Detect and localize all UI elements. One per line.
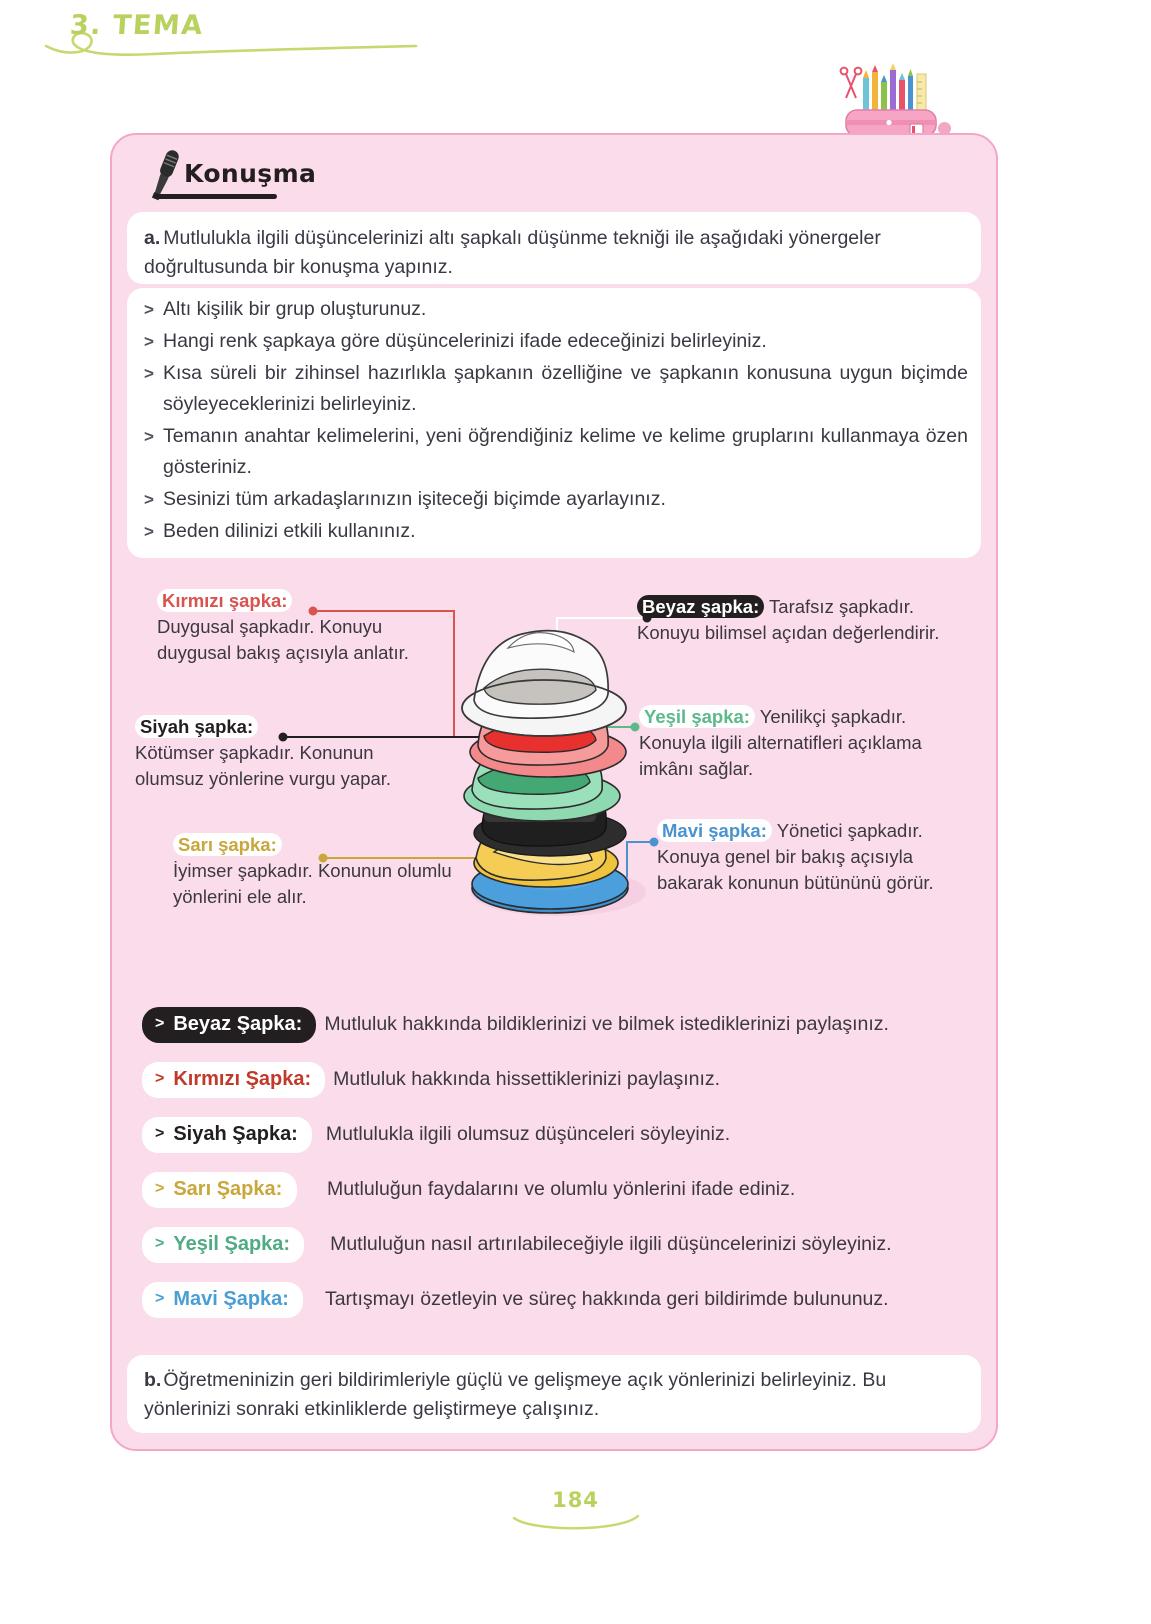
hat-steps-list <box>142 997 982 1327</box>
task-a-paragraph <box>144 224 972 282</box>
task-a-text: Mutlulukla ilgili düşüncelerinizi altı şapkalı düşünme tekniği ile aşağıdaki yönergeler doğrultusunda bir konuşma yapınız. <box>144 227 881 278</box>
step-label-text: Sarı Şapka: <box>173 1177 283 1200</box>
list-item <box>142 1052 982 1107</box>
callout-mavi-sapka <box>657 818 977 896</box>
callout-mavi-label: Mavi şapka: <box>657 819 772 842</box>
list-item <box>142 1107 982 1162</box>
step-label-yesil <box>142 1227 304 1263</box>
callout-beyaz-text: Tarafsız şapkadır. Konuyu bilimsel açıdan değerlendirir. <box>637 596 940 643</box>
list-item <box>144 421 968 483</box>
list-item-text: Temanın anahtar kelimelerini, yeni öğrendiğiniz kelime ve kelime gruplarını kullanmaya özen gösteriniz. <box>163 425 968 478</box>
theme-header <box>44 8 464 68</box>
callout-sari-sapka <box>173 832 463 910</box>
bullet-arrow-icon: > <box>144 427 154 446</box>
callout-sari-label: Sarı şapka: <box>173 833 282 856</box>
six-hats-diagram <box>127 570 981 980</box>
step-label-kirmizi <box>142 1062 325 1098</box>
callout-mavi-text: Yönetici şapkadır. Konuya genel bir bakış açısıyla bakarak konunun bütününü görür. <box>657 820 934 893</box>
list-item-text: Hangi renk şapkaya göre düşüncelerinizi ifade edeceğinizi belirleyiniz. <box>163 330 767 352</box>
step-description: Mutluluğun faydalarını ve olumlu yönlerini ifade ediniz. <box>327 1178 796 1200</box>
arrow-icon: > <box>155 1290 165 1307</box>
bullet-arrow-icon: > <box>144 490 154 509</box>
list-item <box>144 516 968 547</box>
task-b-label: b. <box>144 1369 162 1391</box>
list-item-text: Sesinizi tüm arkadaşlarınızın işiteceği biçimde ayarlayınız. <box>163 488 666 510</box>
list-item-text: Kısa süreli bir zihinsel hazırlıkla şapkanın özelliğine ve şapkanın konusuna uygun biçimde söyleyeceklerinizi belirleyiniz. <box>163 362 968 415</box>
bullet-arrow-icon: > <box>144 364 154 383</box>
step-label-sari <box>142 1172 297 1208</box>
step-label-siyah <box>142 1117 312 1153</box>
step-label-beyaz <box>142 1007 316 1043</box>
step-label-text: Siyah Şapka: <box>173 1122 298 1145</box>
section-title-group <box>142 150 442 202</box>
list-item <box>144 326 968 357</box>
arrow-icon: > <box>155 1015 165 1032</box>
page-number: 184 <box>552 1488 599 1512</box>
callout-siyah-text: Kötümser şapkadır. Konunun olumsuz yönlerine vurgu yapar. <box>135 742 392 789</box>
arrow-icon: > <box>155 1180 165 1197</box>
bullet-arrow-icon: > <box>144 332 154 351</box>
callout-yesil-sapka <box>639 704 975 782</box>
list-item <box>142 997 982 1052</box>
list-item <box>144 358 968 420</box>
bullet-arrow-icon: > <box>144 522 154 541</box>
callout-kirmizi-sapka <box>157 588 457 666</box>
step-label-text: Beyaz Şapka: <box>173 1012 303 1035</box>
callout-kirmizi-text: Duygusal şapkadır. Konuyu duygusal bakış açısıyla anlatır. <box>157 616 409 663</box>
callout-yesil-text: Yenilikçi şapkadır. Konuyla ilgili alternatifleri açıklama imkânı sağlar. <box>639 706 922 779</box>
hat-white <box>462 631 626 736</box>
step-description: Mutluluğun nasıl artırılabileceğiyle ilgili düşüncelerinizi söyleyiniz. <box>330 1233 892 1255</box>
step-description: Mutluluk hakkında bildiklerinizi ve bilmek istediklerinizi paylaşınız. <box>324 1013 889 1035</box>
step-label-text: Mavi Şapka: <box>173 1287 289 1310</box>
list-item <box>142 1217 982 1272</box>
bullet-arrow-icon: > <box>144 300 154 319</box>
instructions-list <box>144 294 968 548</box>
arrow-icon: > <box>155 1070 165 1087</box>
hat-stack-illustration <box>432 600 662 930</box>
task-a-label: a. <box>144 227 161 249</box>
step-label-mavi <box>142 1282 303 1318</box>
step-label-text: Yeşil Şapka: <box>173 1232 291 1255</box>
step-description: Mutluluk hakkında hissettiklerinizi paylaşınız. <box>333 1068 721 1090</box>
step-description: Mutlulukla ilgili olumsuz düşünceleri söyleyiniz. <box>325 1123 731 1145</box>
list-item-text: Beden dilinizi etkili kullanınız. <box>163 520 416 542</box>
callout-siyah-sapka <box>135 714 435 792</box>
list-item-text: Altı kişilik bir grup oluşturunuz. <box>163 298 427 320</box>
task-b-paragraph <box>144 1366 972 1424</box>
list-item <box>142 1162 982 1217</box>
callout-beyaz-label: Beyaz şapka: <box>637 595 764 618</box>
arrow-icon: > <box>155 1235 165 1252</box>
callout-kirmizi-label: Kırmızı şapka: <box>157 589 292 612</box>
arrow-icon: > <box>155 1125 165 1142</box>
step-description: Tartışmayı özetleyin ve süreç hakkında geri bildirimde bulununuz. <box>324 1288 889 1310</box>
theme-label: 3. TEMA <box>68 10 205 41</box>
list-item <box>144 484 968 515</box>
list-item <box>142 1272 982 1327</box>
page-number-swoosh-icon <box>508 1512 644 1534</box>
step-label-text: Kırmızı Şapka: <box>173 1067 312 1090</box>
list-item <box>144 294 968 325</box>
callout-yesil-label: Yeşil şapka: <box>639 705 755 728</box>
callout-sari-text: İyimser şapkadır. Konunun olumlu yönlerini ele alır. <box>173 860 452 907</box>
callout-beyaz-sapka <box>637 594 967 646</box>
section-title-underline <box>155 194 277 199</box>
task-b-text: Öğretmeninizin geri bildirimleriyle güçlü ve gelişmeye açık yönlerinizi belirleyiniz. Bu yönlerinizi sonraki etkinliklerde geliştirmeye çalışınız. <box>144 1369 887 1420</box>
section-title: Konuşma <box>184 159 317 188</box>
callout-siyah-label: Siyah şapka: <box>135 715 258 738</box>
